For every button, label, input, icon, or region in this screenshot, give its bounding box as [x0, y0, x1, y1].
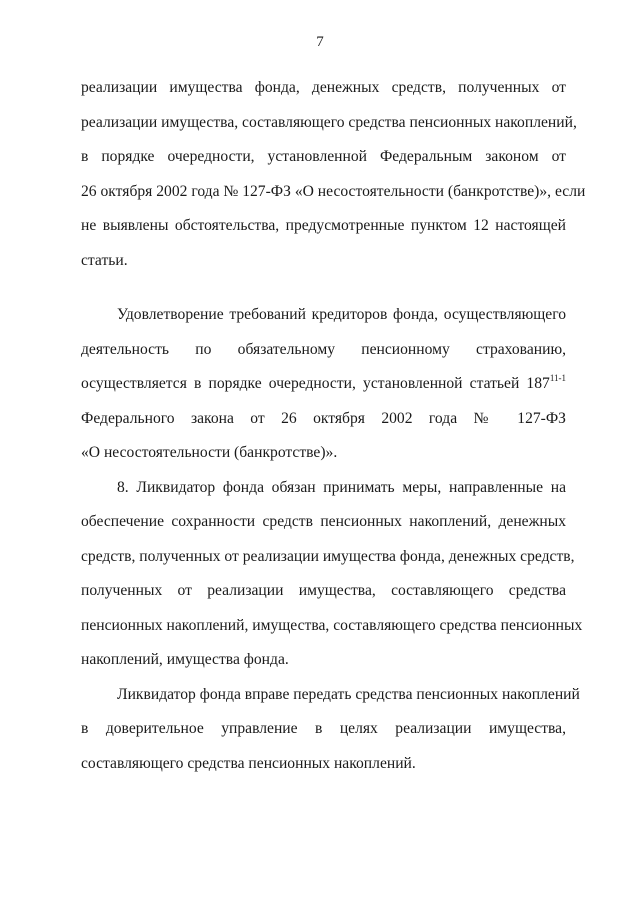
text-line: 8. Ликвидатор фонда обязан принимать меры, направленные на — [117, 478, 566, 496]
text-line: не выявлены обстоятельства, предусмотренные пунктом 12 настоящей — [81, 217, 566, 234]
text-line: деятельность по обязательному пенсионному страхованию, — [81, 340, 566, 358]
paragraph-1 — [81, 78, 586, 285]
paragraph-2 — [81, 305, 566, 478]
paragraph-3 — [81, 478, 583, 685]
text-line: статьи. — [81, 251, 128, 269]
article-superscript: 11-1 — [549, 373, 566, 383]
text-line-content: осуществляется в порядке очередности, установленной статьей 187 — [81, 375, 550, 392]
text-line: Ликвидатор фонда вправе передать средства пенсионных накоплений — [117, 685, 580, 703]
text-line: в доверительное управление в целях реализации имущества, — [81, 720, 566, 737]
text-line: средств, полученных от реализации имущества фонда, денежных средств, — [81, 547, 575, 565]
text-line — [81, 374, 566, 409]
text-line: в порядке очередности, установленной Федеральным законом от — [81, 148, 566, 165]
text-line: пенсионных накоплений, имущества, составляющего средства пенсионных — [81, 616, 583, 634]
text-line: Удовлетворение требований кредиторов фонда, осуществляющего — [117, 306, 566, 323]
document-body — [81, 78, 586, 788]
text-line: Федерального закона от 26 октября 2002 года № 127-ФЗ — [81, 409, 566, 427]
text-line: 26 октября 2002 года № 127-ФЗ «О несостоятельности (банкротстве)», если — [81, 182, 586, 200]
paragraph-4 — [81, 685, 580, 789]
text-line: составляющего средства пенсионных накоплений. — [81, 754, 416, 772]
text-line: обеспечение сохранности средств пенсионных накоплений, денежных — [81, 513, 566, 530]
text-line: накоплений, имущества фонда. — [81, 651, 289, 668]
text-line: «О несостоятельности (банкротстве)». — [81, 444, 338, 461]
text-line: реализации имущества, составляющего средства пенсионных накоплений, — [81, 113, 577, 131]
text-line: полученных от реализации имущества, составляющего средства — [81, 582, 566, 599]
page-number: 7 — [316, 34, 324, 50]
text-line: реализации имущества фонда, денежных средств, полученных от — [81, 79, 566, 96]
